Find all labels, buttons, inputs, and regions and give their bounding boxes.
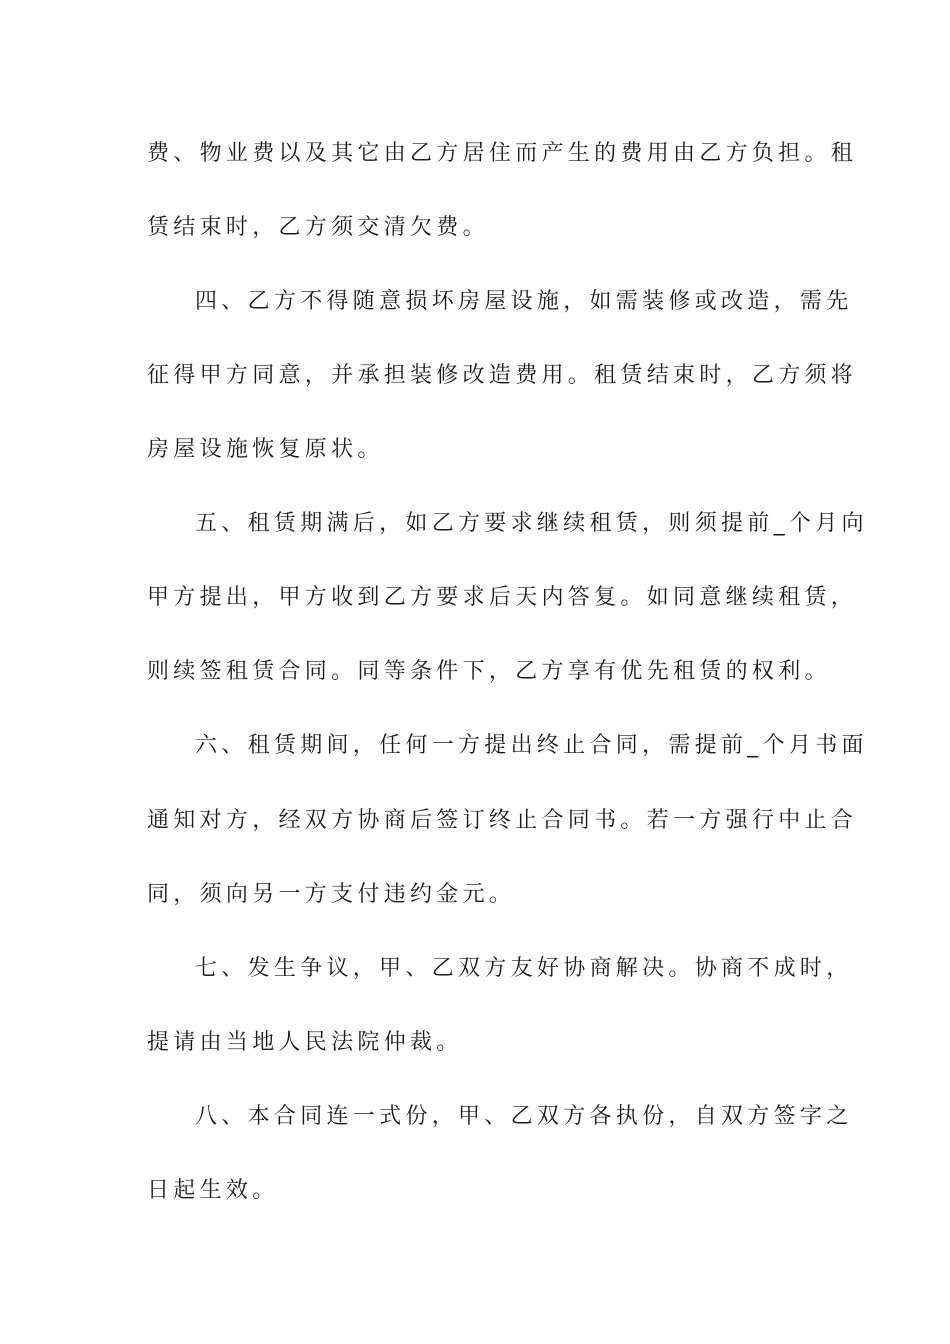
clause-7-line: 七、发生争议，甲、乙双方友好协商解决。协商不成时， [195, 956, 853, 981]
text-line: 赁结束时，乙方须交清欠费。 [147, 215, 489, 240]
text-line: 房屋设施恢复原状。 [147, 437, 384, 462]
text-line: 则续签租赁合同。同等条件下，乙方享有优先租赁的权利。 [147, 659, 831, 684]
text-line: 通知对方，经双方协商后签订终止合同书。若一方强行中止合 [147, 808, 858, 833]
clause-4-line: 四、乙方不得随意损坏房屋设施，如需装修或改造，需先 [195, 289, 853, 314]
clause-6-line: 六、租赁期间，任何一方提出终止合同，需提前_个月书面 [195, 733, 868, 758]
text-line: 提请由当地人民法院仲裁。 [147, 1030, 463, 1055]
text-line: 同，须向另一方支付违约金元。 [147, 882, 516, 907]
clause-5-line: 五、租赁期满后，如乙方要求继续租赁，则须提前_个月向 [195, 511, 868, 536]
text-line: 征得甲方同意，并承担装修改造费用。租赁结束时，乙方须将 [147, 363, 858, 388]
text-line: 甲方提出，甲方收到乙方要求后天内答复。如同意继续租赁， [147, 585, 858, 610]
text-line: 费、物业费以及其它由乙方居住而产生的费用由乙方负担。租 [147, 141, 858, 166]
text-line: 日起生效。 [147, 1178, 279, 1203]
clause-8-line: 八、本合同连一式份，甲、乙双方各执份，自双方签字之 [195, 1104, 853, 1129]
